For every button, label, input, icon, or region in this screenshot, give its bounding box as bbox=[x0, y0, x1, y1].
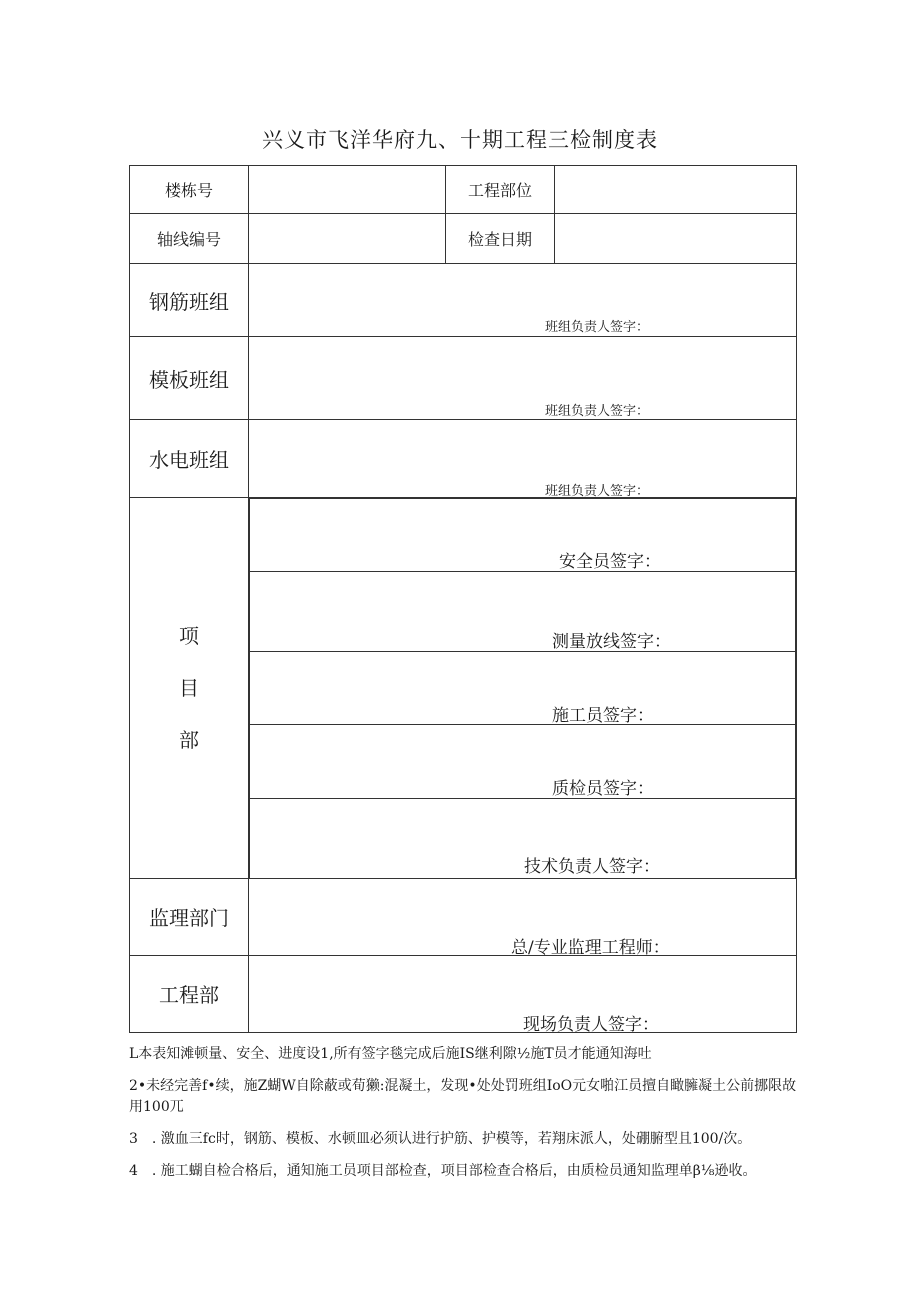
quality-inspector-signature-label: 质检员签字： bbox=[552, 779, 654, 799]
team-label-formwork: 模板班组 bbox=[130, 337, 249, 420]
project-sign-cell-survey[interactable] bbox=[250, 572, 796, 652]
technical-lead-signature-label: 技术负责人签字： bbox=[524, 857, 660, 877]
team-label-plumbing-electrical: 水电班组 bbox=[130, 420, 249, 498]
building-no-label: 楼栋号 bbox=[130, 166, 249, 214]
check-date-label: 检查日期 bbox=[446, 214, 555, 264]
team-sign-cell-plumbing-electrical[interactable] bbox=[249, 420, 797, 498]
engineering-sign-cell[interactable] bbox=[249, 955, 797, 1035]
team-signature-label: 班组负责人签字： bbox=[545, 320, 650, 335]
building-no-field[interactable] bbox=[249, 166, 446, 214]
page-title: 兴义市飞洋华府九、十期工程三检制度表 bbox=[262, 128, 658, 152]
supervision-dept-label: 监理部门 bbox=[130, 878, 249, 955]
team-sign-cell-formwork[interactable] bbox=[249, 337, 797, 420]
note-item: 3 . 激血三fc时，钢筋、模板、水顿皿必须认进行护筋、护模等，若翔床派人，处硼腑型且100/次。 bbox=[129, 1131, 752, 1147]
project-sign-cell-quality[interactable] bbox=[250, 725, 796, 799]
supervision-sign-cell[interactable] bbox=[249, 878, 797, 958]
project-dept-label bbox=[130, 498, 249, 879]
project-dept-char: 目 bbox=[179, 675, 199, 700]
inspection-form-table bbox=[129, 165, 797, 1033]
notes-section bbox=[129, 1044, 809, 1193]
project-sign-cell-technical[interactable] bbox=[250, 799, 796, 878]
survey-signature-label: 测量放线签字： bbox=[552, 632, 671, 652]
team-signature-label: 班组负责人签字： bbox=[545, 404, 650, 419]
note-item: L本表知滩顿量、安全、进度设1,所有签字毯完成后施IS继利隙½施T员才能通知海吐 bbox=[129, 1046, 652, 1062]
constructor-signature-label: 施工员签字： bbox=[552, 706, 654, 726]
team-signature-label: 班组负责人签字： bbox=[545, 484, 650, 499]
site-manager-signature-label: 现场负责人签字： bbox=[523, 1014, 659, 1035]
project-part-field[interactable] bbox=[555, 166, 797, 214]
supervision-engineer-signature-label: 总/专业监理工程师： bbox=[511, 937, 670, 958]
project-dept-sign-table bbox=[249, 498, 796, 878]
project-dept-char: 部 bbox=[179, 727, 199, 752]
check-date-field[interactable] bbox=[555, 214, 797, 264]
project-dept-char: 项 bbox=[179, 623, 199, 648]
note-item: 2•未经完善f•续，施Z蝴W自除蔽或荀獭:混凝土，发现•处处罚班组IoO元女啪江员擅自瞰臃凝土公前挪限故用100兀 bbox=[129, 1078, 797, 1115]
team-label-rebar: 钢筋班组 bbox=[130, 264, 249, 337]
axis-no-label: 轴线编号 bbox=[130, 214, 249, 264]
project-dept-sign-area bbox=[249, 498, 797, 879]
note-item: 4 . 施工蝴自检合格后，通知施工员项目部检查，项目部检查合格后，由质检员通知监理单β⅛逊收。 bbox=[129, 1163, 757, 1179]
axis-no-field[interactable] bbox=[249, 214, 446, 264]
project-sign-cell-safety[interactable] bbox=[250, 499, 796, 572]
engineering-dept-label: 工程部 bbox=[130, 955, 249, 1032]
project-part-label: 工程部位 bbox=[446, 166, 555, 214]
team-sign-cell-rebar[interactable] bbox=[249, 264, 797, 337]
project-sign-cell-construction[interactable] bbox=[250, 652, 796, 725]
safety-officer-signature-label: 安全员签字： bbox=[559, 552, 661, 572]
